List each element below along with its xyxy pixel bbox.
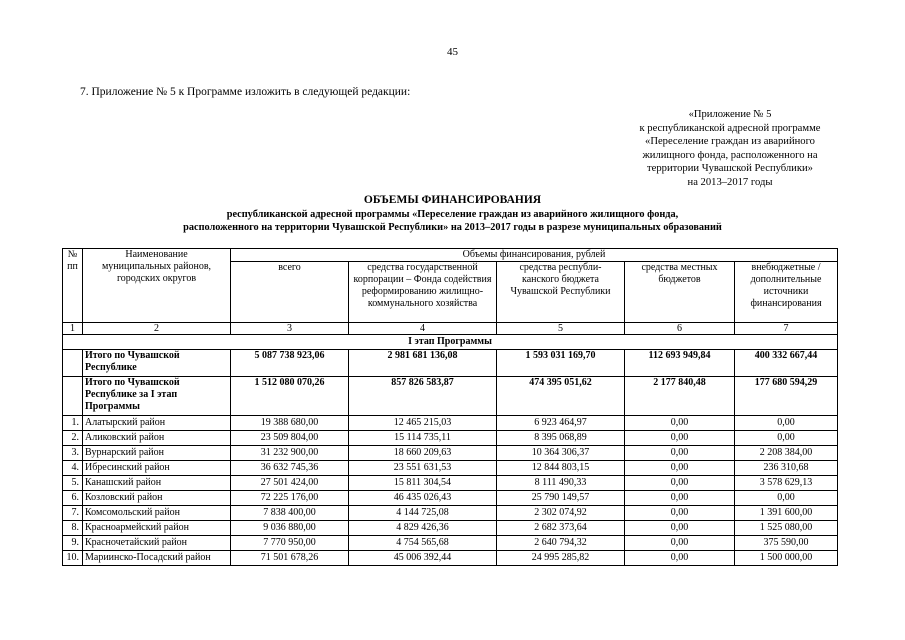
table-row [63, 431, 838, 446]
appendix-line: территории Чувашской Республики» [647, 163, 813, 174]
total-name: Итого по Чувашской Республике за I этап Программы [83, 377, 231, 416]
total-row [63, 350, 838, 377]
cell-total: 27 501 424,00 [231, 476, 349, 491]
cell-fund: 45 006 392,44 [349, 551, 497, 566]
total-value: 5 087 738 923,06 [231, 350, 349, 377]
total-value: 2 177 840,48 [625, 377, 735, 416]
column-number: 3 [231, 323, 349, 335]
cell-republic: 24 995 285,82 [497, 551, 625, 566]
document-subtitle [0, 208, 905, 234]
cell-republic: 6 923 464,97 [497, 416, 625, 431]
row-number: 4. [63, 461, 83, 476]
district-name: Комсомольский район [83, 506, 231, 521]
appendix-line: «Приложение № 5 [688, 109, 772, 120]
district-name: Красноармейский район [83, 521, 231, 536]
row-number: 6. [63, 491, 83, 506]
appendix-line: к республиканской адресной программе [639, 122, 821, 134]
cell-total: 9 036 880,00 [231, 521, 349, 536]
cell-local: 0,00 [625, 506, 735, 521]
table-row [63, 491, 838, 506]
cell-local: 0,00 [625, 446, 735, 461]
row-number: 1. [63, 416, 83, 431]
subtitle-line: республиканской адресной программы «Переселение граждан из аварийного жилищного фонда, [226, 209, 679, 220]
table-row [63, 506, 838, 521]
subtitle-line: расположенного на территории Чувашской Республики» на 2013–2017 годы в разрезе муниципальных образований [183, 222, 722, 233]
cell-fund: 4 144 725,08 [349, 506, 497, 521]
column-number: 7 [735, 323, 838, 335]
cell-extra: 2 208 384,00 [735, 446, 838, 461]
district-name: Козловский район [83, 491, 231, 506]
cell-republic: 25 790 149,57 [497, 491, 625, 506]
cell-extra: 1 391 600,00 [735, 506, 838, 521]
total-value: 857 826 583,87 [349, 377, 497, 416]
total-value: 2 981 681 136,08 [349, 350, 497, 377]
table-row [63, 446, 838, 461]
cell-total: 36 632 745,36 [231, 461, 349, 476]
total-value: 474 395 051,62 [497, 377, 625, 416]
page-number: 45 [447, 46, 458, 58]
cell-local: 0,00 [625, 521, 735, 536]
cell-total: 72 225 176,00 [231, 491, 349, 506]
row-number: 9. [63, 536, 83, 551]
total-value: 400 332 667,44 [735, 350, 838, 377]
cell-total: 31 232 900,00 [231, 446, 349, 461]
cell-local: 0,00 [625, 551, 735, 566]
cell-fund: 46 435 026,43 [349, 491, 497, 506]
appendix-reference [600, 108, 860, 189]
header-local: средства местных бюджетов [625, 262, 735, 323]
cell-republic: 8 395 068,89 [497, 431, 625, 446]
cell-total: 71 501 678,26 [231, 551, 349, 566]
stage-title: I этап Программы [63, 335, 838, 350]
cell-local: 0,00 [625, 416, 735, 431]
column-number: 6 [625, 323, 735, 335]
district-name: Алатырский район [83, 416, 231, 431]
cell-local: 0,00 [625, 461, 735, 476]
column-number: 2 [83, 323, 231, 335]
cell-local: 0,00 [625, 491, 735, 506]
table-row [63, 476, 838, 491]
document-title: ОБЪЕМЫ ФИНАНСИРОВАНИЯ [363, 194, 542, 206]
district-name: Мариинско-Посадский район [83, 551, 231, 566]
district-name: Ибресинский район [83, 461, 231, 476]
header-number: № пп [63, 249, 83, 323]
cell-local: 0,00 [625, 431, 735, 446]
column-number: 4 [349, 323, 497, 335]
cell-republic: 2 640 794,32 [497, 536, 625, 551]
table-row [63, 551, 838, 566]
cell-fund: 4 829 426,36 [349, 521, 497, 536]
district-name: Аликовский район [83, 431, 231, 446]
cell-republic: 8 111 490,33 [497, 476, 625, 491]
cell-republic: 2 682 373,64 [497, 521, 625, 536]
table-row [63, 461, 838, 476]
cell-extra: 0,00 [735, 416, 838, 431]
district-name: Красночетайский район [83, 536, 231, 551]
cell-fund: 15 114 735,11 [349, 431, 497, 446]
cell-total: 19 388 680,00 [231, 416, 349, 431]
cell-total: 7 838 400,00 [231, 506, 349, 521]
header-republic: средства республи- канского бюджета Чувашской Республики [497, 262, 625, 323]
cell-republic: 10 364 306,37 [497, 446, 625, 461]
total-value: 1 593 031 169,70 [497, 350, 625, 377]
header-name: Наименование муниципальных районов, городских округов [83, 249, 231, 323]
district-name: Канашский район [83, 476, 231, 491]
header-extra: внебюджетные / дополнительные источники финансирования [735, 262, 838, 323]
row-number: 5. [63, 476, 83, 491]
stage-total-row [63, 377, 838, 416]
total-value: 177 680 594,29 [735, 377, 838, 416]
cell-extra: 0,00 [735, 491, 838, 506]
total-value: 112 693 949,84 [625, 350, 735, 377]
row-number: 10. [63, 551, 83, 566]
cell-extra: 375 590,00 [735, 536, 838, 551]
table-row [63, 536, 838, 551]
header-financing-group: Объемы финансирования, рублей [231, 249, 838, 262]
appendix-line: «Переселение граждан из аварийного [645, 136, 815, 147]
appendix-line: жилищного фонда, расположенного на [642, 149, 818, 161]
cell-total: 23 509 804,00 [231, 431, 349, 446]
cell-local: 0,00 [625, 476, 735, 491]
cell-fund: 4 754 565,68 [349, 536, 497, 551]
table-row [63, 416, 838, 431]
financing-table [62, 248, 838, 566]
row-number: 7. [63, 506, 83, 521]
row-number: 3. [63, 446, 83, 461]
district-name: Вурнарский район [83, 446, 231, 461]
cell-fund: 23 551 631,53 [349, 461, 497, 476]
column-number: 1 [63, 323, 83, 335]
cell-total: 7 770 950,00 [231, 536, 349, 551]
column-number: 5 [497, 323, 625, 335]
cell-extra: 3 578 629,13 [735, 476, 838, 491]
row-number: 8. [63, 521, 83, 536]
header-total: всего [231, 262, 349, 323]
appendix-line: на 2013–2017 годы [687, 176, 773, 188]
cell-extra: 0,00 [735, 431, 838, 446]
total-value: 1 512 080 070,26 [231, 377, 349, 416]
cell-republic: 2 302 074,92 [497, 506, 625, 521]
row-number: 2. [63, 431, 83, 446]
cell-extra: 236 310,68 [735, 461, 838, 476]
total-name: Итого по Чувашской Республике [83, 350, 231, 377]
cell-republic: 12 844 803,15 [497, 461, 625, 476]
cell-local: 0,00 [625, 536, 735, 551]
instruction-text: 7. Приложение № 5 к Программе изложить в следующей редакции: [80, 86, 411, 98]
cell-extra: 1 525 080,00 [735, 521, 838, 536]
cell-fund: 15 811 304,54 [349, 476, 497, 491]
cell-fund: 12 465 215,03 [349, 416, 497, 431]
header-fund: средства государственной корпорации – Фонда содействия реформированию жилищно-коммунального хозяйства [349, 262, 497, 323]
table-row [63, 521, 838, 536]
cell-fund: 18 660 209,63 [349, 446, 497, 461]
cell-extra: 1 500 000,00 [735, 551, 838, 566]
